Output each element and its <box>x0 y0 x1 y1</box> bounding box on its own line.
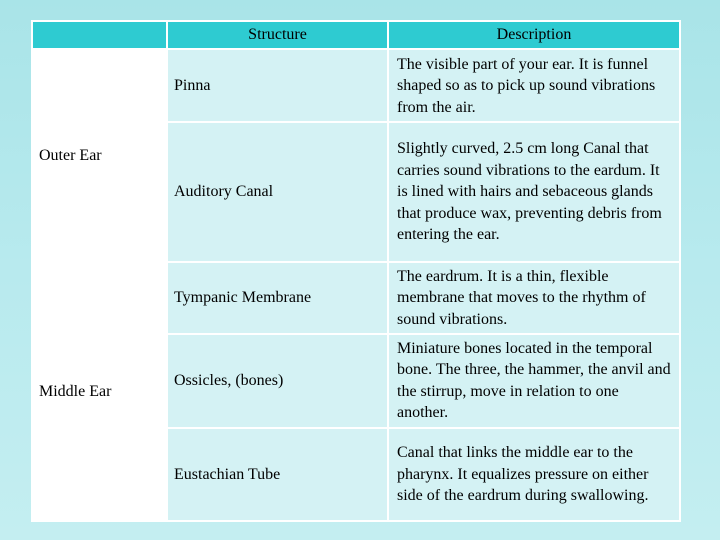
structure-ossicles: Ossicles, (bones) <box>167 334 388 427</box>
header-description: Description <box>388 21 680 49</box>
structure-eustachian-tube: Eustachian Tube <box>167 428 388 521</box>
table-row <box>32 49 680 122</box>
table-row <box>32 262 680 334</box>
description-tympanic-membrane: The eardrum. It is a thin, flexible membrane that moves to the rhythm of sound vibrations. <box>388 262 680 334</box>
header-blank <box>32 21 167 49</box>
structure-tympanic-membrane: Tympanic Membrane <box>167 262 388 334</box>
part-middle-ear: Middle Ear <box>32 262 167 521</box>
description-pinna: The visible part of your ear. It is funnel shaped so as to pick up sound vibrations from the air. <box>388 49 680 122</box>
description-ossicles: Miniature bones located in the temporal bone. The three, the hammer, the anvil and the stirrup, move in relation to one another. <box>388 334 680 427</box>
structure-auditory-canal: Auditory Canal <box>167 122 388 262</box>
table-header-row <box>32 21 680 49</box>
description-auditory-canal: Slightly curved, 2.5 cm long Canal that carries sound vibrations to the eardum. It is lined with hairs and sebaceous glands that produce wax, preventing debris from entering the ear. <box>388 122 680 262</box>
header-structure: Structure <box>167 21 388 49</box>
description-eustachian-tube: Canal that links the middle ear to the pharynx. It equalizes pressure on either side of the eardrum during swallowing. <box>388 428 680 521</box>
ear-structure-table <box>31 20 681 522</box>
structure-pinna: Pinna <box>167 49 388 122</box>
part-outer-ear: Outer Ear <box>32 49 167 262</box>
